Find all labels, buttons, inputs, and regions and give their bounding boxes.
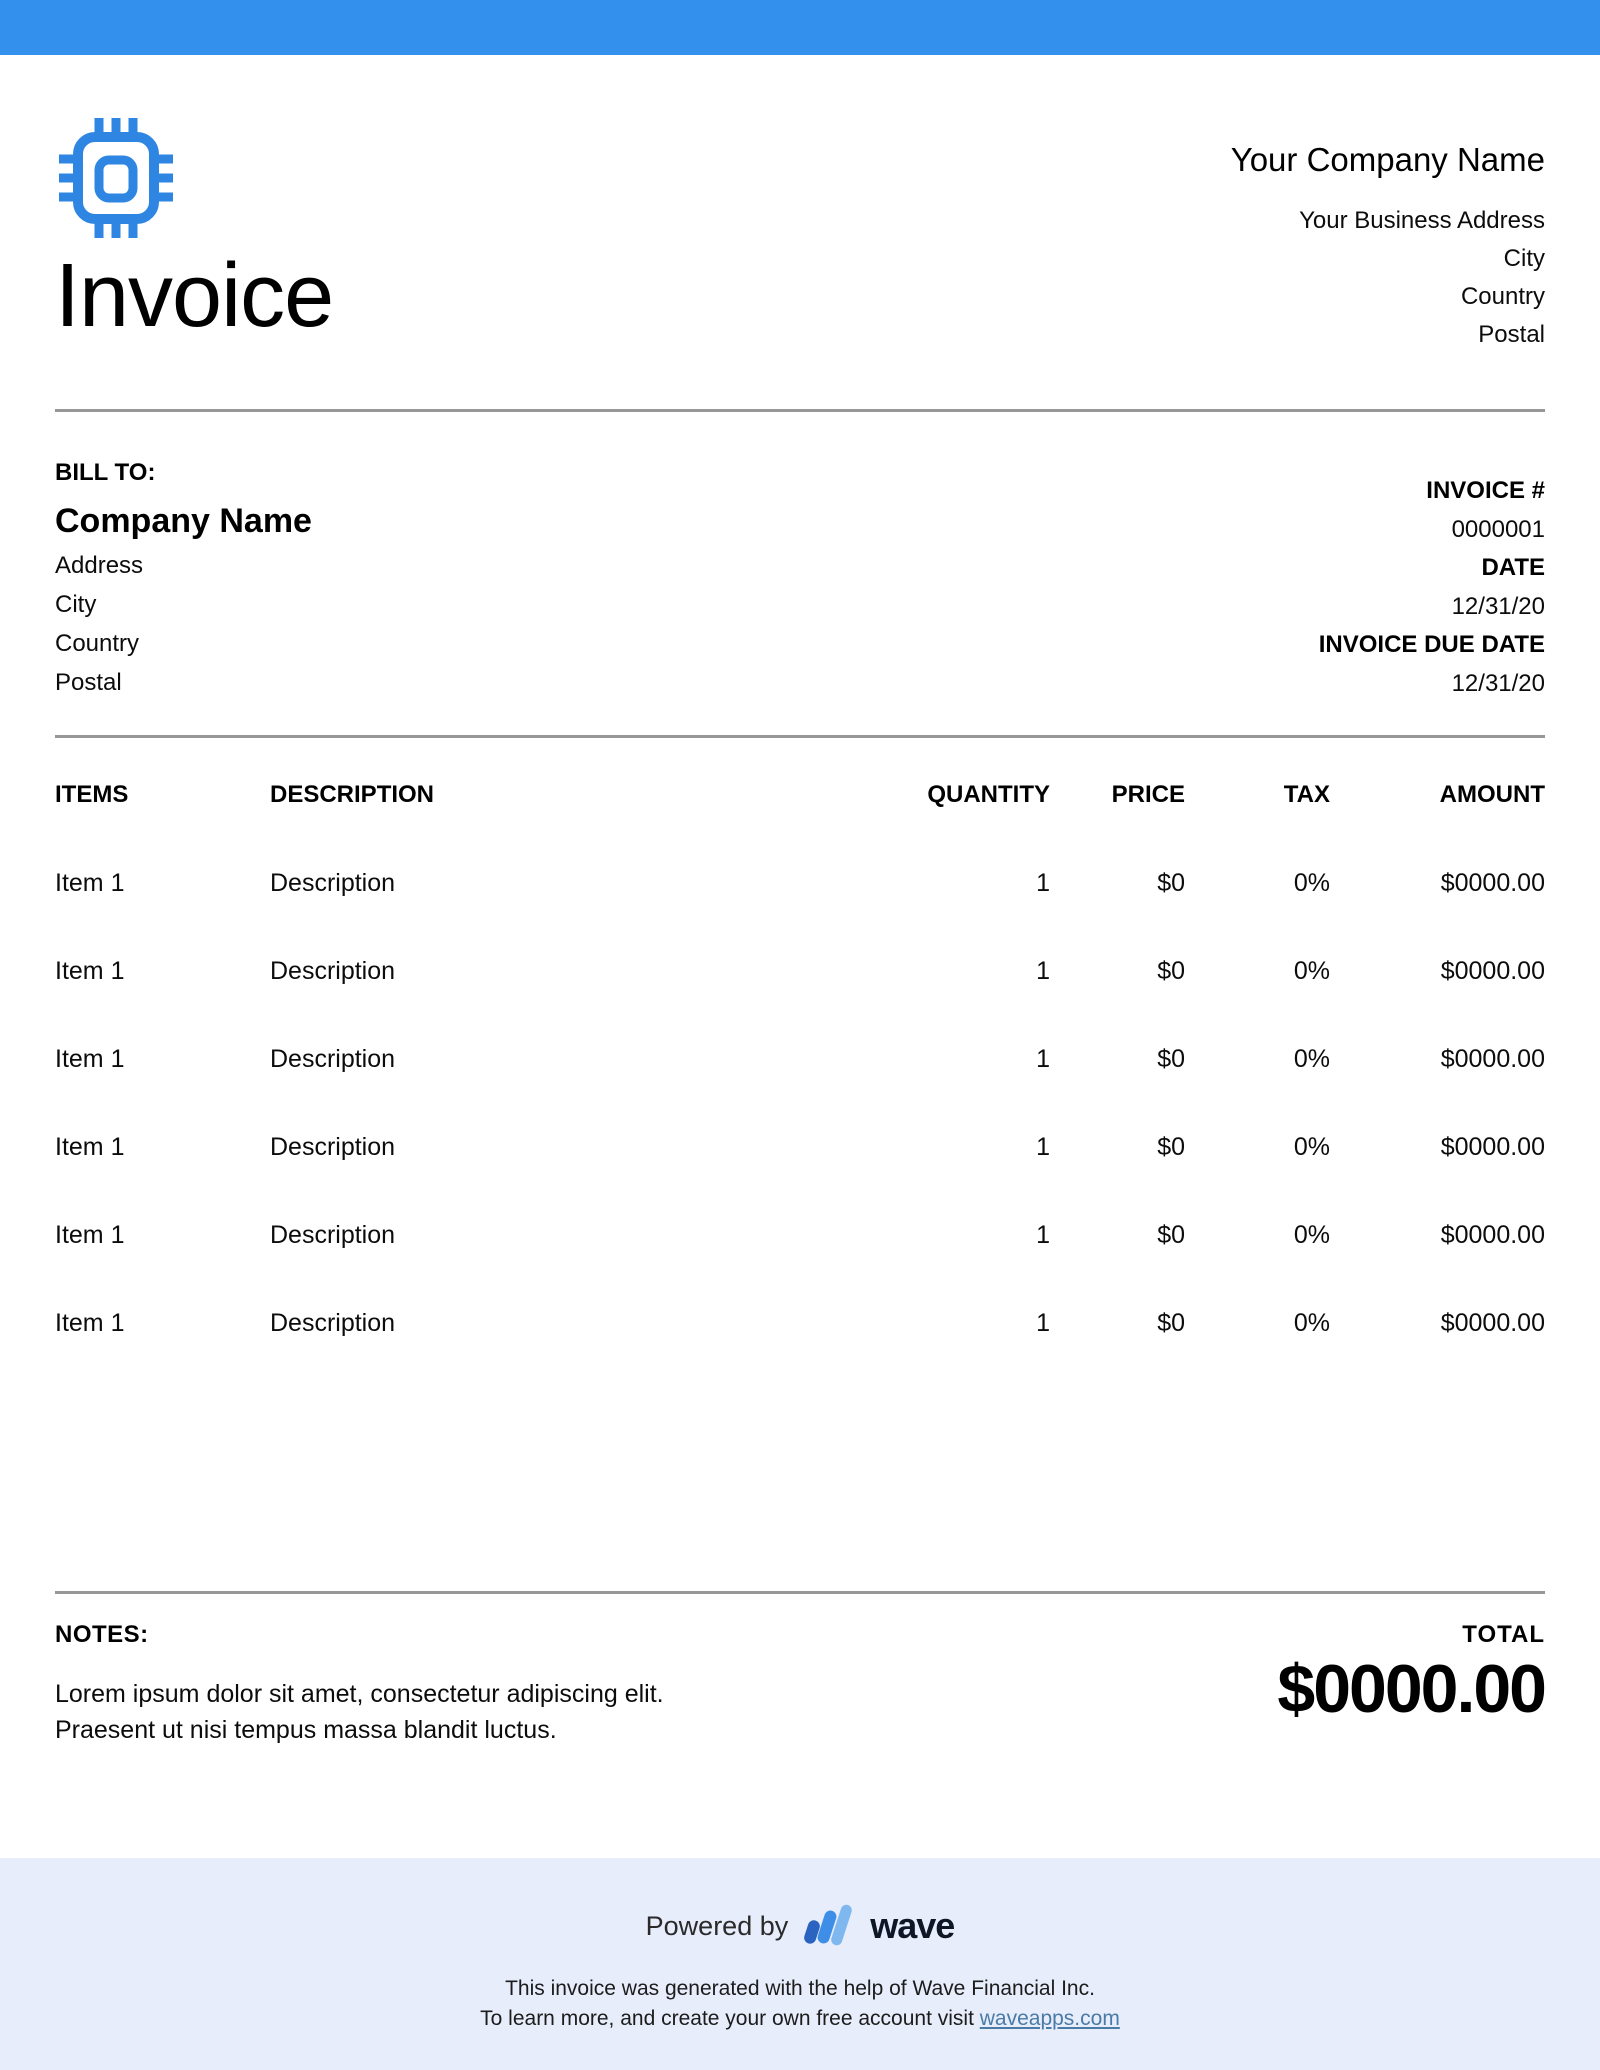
cell-tax: 0% [1293, 1045, 1330, 1073]
cell-item: Item 1 [55, 1045, 125, 1073]
cell-item: Item 1 [55, 869, 125, 897]
cell-quantity: 1 [1036, 1133, 1050, 1161]
footer-legal [0, 1974, 1600, 2034]
column-header-price: PRICE [1111, 781, 1185, 808]
billing-section [55, 458, 1545, 703]
cell-quantity: 1 [1036, 869, 1050, 897]
cell-tax: 0% [1293, 869, 1330, 897]
notes-text [55, 1676, 664, 1748]
cell-price: $0 [1157, 1309, 1185, 1337]
cell-quantity: 1 [1036, 1045, 1050, 1073]
invoice-date-label: DATE [1481, 554, 1545, 581]
total-block [1277, 1620, 1545, 1748]
notes-label: NOTES: [55, 1621, 149, 1648]
cell-description: Description [270, 1045, 396, 1073]
header [55, 55, 1545, 354]
cell-description: Description [270, 869, 396, 897]
cell-price: $0 [1157, 869, 1185, 897]
chip-logo-icon [55, 115, 177, 241]
company-address-line: City [1503, 245, 1545, 272]
divider [55, 735, 1545, 738]
company-address [1231, 202, 1545, 354]
bill-to-address-line: Country [55, 630, 140, 657]
column-header-items: ITEMS [55, 781, 129, 808]
company-name: Your Company Name [1230, 141, 1545, 178]
header-left [55, 55, 334, 346]
notes-line: Praesent ut nisi tempus massa blandit luctus. [55, 1716, 557, 1744]
invoice-number-label: INVOICE # [1426, 477, 1545, 504]
cell-tax: 0% [1293, 957, 1330, 985]
column-header-tax: TAX [1283, 781, 1330, 808]
company-address-line: Your Business Address [1299, 207, 1545, 234]
column-header-description: DESCRIPTION [270, 781, 435, 808]
cell-description: Description [270, 1309, 396, 1337]
document-title: Invoice [55, 246, 334, 346]
accent-top-bar [0, 0, 1600, 55]
notes-line: Lorem ipsum dolor sit amet, consectetur adipiscing elit. [55, 1680, 664, 1708]
bill-to-address-line: Address [55, 552, 144, 579]
bill-to-address [55, 546, 312, 702]
total-label: TOTAL [1462, 1621, 1545, 1648]
cell-price: $0 [1157, 1045, 1185, 1073]
summary-section [55, 1620, 1545, 1748]
column-header-amount: AMOUNT [1439, 781, 1545, 808]
cell-quantity: 1 [1036, 1221, 1050, 1249]
bill-to-address-line: Postal [55, 669, 122, 696]
divider [55, 409, 1545, 412]
cell-price: $0 [1157, 957, 1185, 985]
column-header-quantity: QUANTITY [927, 781, 1050, 808]
invoice-due-date-value: 12/31/20 [1451, 669, 1545, 697]
cell-amount: $0000.00 [1440, 869, 1545, 897]
invoice-due-date-label: INVOICE DUE DATE [1318, 631, 1545, 658]
bill-to-block [55, 458, 312, 703]
cell-item: Item 1 [55, 1309, 125, 1337]
company-info [1231, 55, 1545, 354]
table-row [55, 1220, 1545, 1308]
cell-amount: $0000.00 [1440, 1045, 1545, 1073]
cell-description: Description [270, 957, 396, 985]
cell-quantity: 1 [1036, 1309, 1050, 1337]
powered-by-text: Powered by [645, 1910, 789, 1941]
cell-item: Item 1 [55, 1221, 125, 1249]
wave-logo-icon [802, 1902, 856, 1950]
cell-tax: 0% [1293, 1309, 1330, 1337]
footer [0, 1858, 1600, 2070]
cell-amount: $0000.00 [1440, 1309, 1545, 1337]
company-address-line: Country [1460, 283, 1545, 310]
cell-amount: $0000.00 [1440, 1133, 1545, 1161]
cell-price: $0 [1157, 1221, 1185, 1249]
cell-price: $0 [1157, 1133, 1185, 1161]
table-row [55, 868, 1545, 956]
page-content [0, 55, 1600, 1748]
invoice-number-value: 0000001 [1451, 515, 1545, 543]
invoice-meta-block [1319, 458, 1545, 703]
cell-description: Description [270, 1133, 396, 1161]
divider [55, 1591, 1545, 1594]
table-row [55, 1308, 1545, 1396]
cell-tax: 0% [1293, 1221, 1330, 1249]
table-row [55, 956, 1545, 1044]
items-table [55, 780, 1545, 1396]
cell-tax: 0% [1293, 1133, 1330, 1161]
notes-block [55, 1620, 664, 1748]
powered-by-row [646, 1902, 955, 1950]
bill-to-label: BILL TO: [55, 459, 156, 486]
cell-item: Item 1 [55, 957, 125, 985]
company-address-line: Postal [1478, 321, 1545, 348]
cell-quantity: 1 [1036, 957, 1050, 985]
footer-line-1: This invoice was generated with the help of Wave Financial Inc. [505, 1977, 1095, 2000]
wave-wordmark: wave [870, 1905, 955, 1946]
invoice-date-value: 12/31/20 [1451, 592, 1545, 620]
cell-item: Item 1 [55, 1133, 125, 1161]
total-value: $0000.00 [1277, 1651, 1545, 1727]
bill-to-company: Company Name [55, 502, 312, 540]
table-row [55, 1044, 1545, 1132]
table-header-row [55, 780, 1545, 868]
waveapps-link[interactable]: waveapps.com [979, 2007, 1120, 2030]
table-row [55, 1132, 1545, 1220]
footer-line-2 [0, 2004, 1600, 2034]
footer-line-2-text: To learn more, and create your own free account visit [480, 2007, 980, 2030]
cell-amount: $0000.00 [1440, 1221, 1545, 1249]
cell-amount: $0000.00 [1440, 957, 1545, 985]
bill-to-address-line: City [55, 591, 97, 618]
cell-description: Description [270, 1221, 396, 1249]
